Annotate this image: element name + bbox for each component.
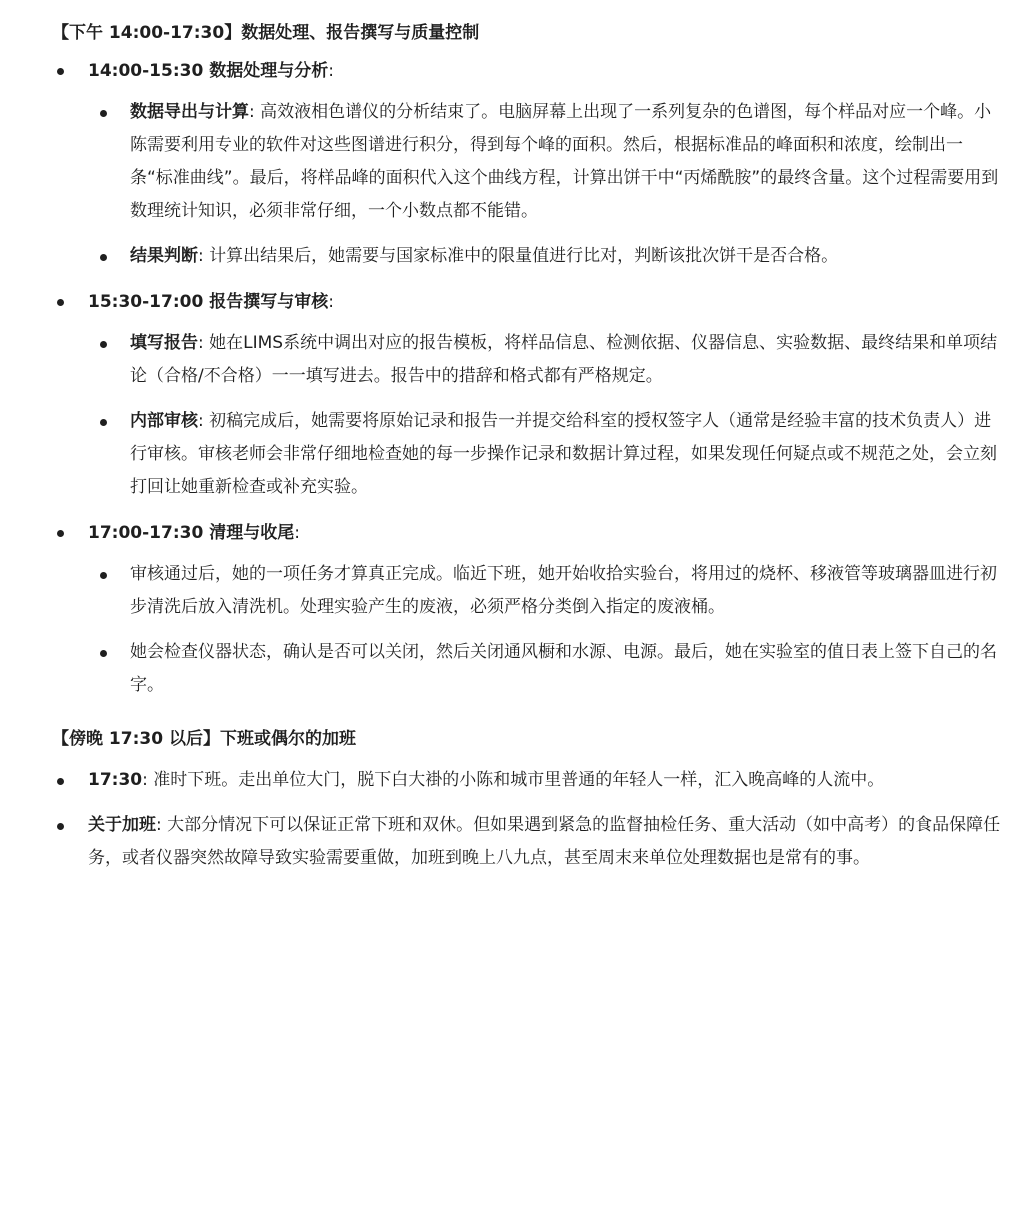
item-text: : 大部分情况下可以保证正常下班和双休。但如果遇到紧急的监督抽检任务、重大活动（如中高考）的食品保障任务，或者仪器突然故障导致实验需要重做，加班到晚上八九点，甚至周末来单位处理数据也是常有的事。: [88, 815, 1001, 868]
list-item-overtime: [52, 809, 1005, 875]
sub-item-result-judgement: [88, 240, 1005, 273]
sub-list: [88, 558, 1005, 702]
sub-item-text: : 计算出结果后，她需要与国家标准中的限量值进行比对，判断该批次饼干是否合格。: [198, 246, 839, 266]
item-label: 17:00-17:30 清理与收尾: [88, 523, 295, 543]
afternoon-list: [52, 58, 1005, 702]
sub-item-cleanup-1: [88, 558, 1005, 624]
sub-item-label: 内部审核: [130, 411, 198, 431]
item-label: 关于加班: [88, 815, 156, 835]
list-item-off-work: [52, 764, 1005, 797]
item-label: 15:30-17:00 报告撰写与审核: [88, 292, 329, 312]
sub-item-text: : 高效液相色谱仪的分析结束了。电脑屏幕上出现了一系列复杂的色谱图，每个样品对应一个峰。小陈需要利用专业的软件对这些图谱进行积分，得到每个峰的面积。然后，根据标准品的峰面积和浓度，绘制出一条“标准曲线”。最后，将样品峰的面积代入这个曲线方程，计算出饼干中“丙烯酰胺”的最终含量。这个过程需要用到数理统计知识，必须非常仔细，一个小数点都不能错。: [130, 102, 999, 221]
item-suffix: :: [328, 61, 334, 81]
list-item-cleanup: [52, 520, 1005, 702]
sub-item-fill-report: [88, 327, 1005, 393]
sub-list: [88, 96, 1005, 273]
section-title-afternoon: 【下午 14:00-17:30】数据处理、报告撰写与质量控制: [52, 23, 480, 43]
item-text: : 准时下班。走出单位大门，脱下白大褂的小陈和城市里普通的年轻人一样，汇入晚高峰的人流中。: [142, 770, 885, 790]
sub-item-cleanup-2: [88, 636, 1005, 702]
item-label: 14:00-15:30 数据处理与分析: [88, 61, 329, 81]
sub-list: [88, 327, 1005, 504]
sub-item-text: 她会检查仪器状态，确认是否可以关闭，然后关闭通风橱和水源、电源。最后，她在实验室的值日表上签下自己的名字。: [130, 642, 997, 695]
item-suffix: :: [294, 523, 300, 543]
list-item-data-processing: [52, 58, 1005, 273]
sub-item-text: 审核通过后，她的一项任务才算真正完成。临近下班，她开始收拾实验台，将用过的烧杯、移液管等玻璃器皿进行初步清洗后放入清洗机。处理实验产生的废液，必须严格分类倒入指定的废液桶。: [130, 564, 997, 617]
list-item-report-writing: [52, 289, 1005, 504]
evening-list: [52, 764, 1005, 875]
sub-item-label: 结果判断: [130, 246, 198, 266]
sub-item-label: 填写报告: [130, 333, 198, 353]
item-suffix: :: [328, 292, 334, 312]
section-title-evening: 【傍晚 17:30 以后】下班或偶尔的加班: [52, 729, 356, 749]
sub-item-label: 数据导出与计算: [130, 102, 249, 122]
sub-item-text: : 她在LIMS系统中调出对应的报告模板，将样品信息、检测依据、仪器信息、实验数据、最终结果和单项结论（合格/不合格）一一填写进去。报告中的措辞和格式都有严格规定。: [130, 333, 998, 386]
sub-item-internal-review: [88, 405, 1005, 504]
sub-item-data-export: [88, 96, 1005, 228]
sub-item-text: : 初稿完成后，她需要将原始记录和报告一并提交给科室的授权签字人（通常是经验丰富的技术负责人）进行审核。审核老师会非常仔细地检查她的每一步操作记录和数据计算过程，如果发现任何疑点或不规范之处，会立刻打回让她重新检查或补充实验。: [130, 411, 997, 497]
item-label: 17:30: [88, 770, 143, 790]
